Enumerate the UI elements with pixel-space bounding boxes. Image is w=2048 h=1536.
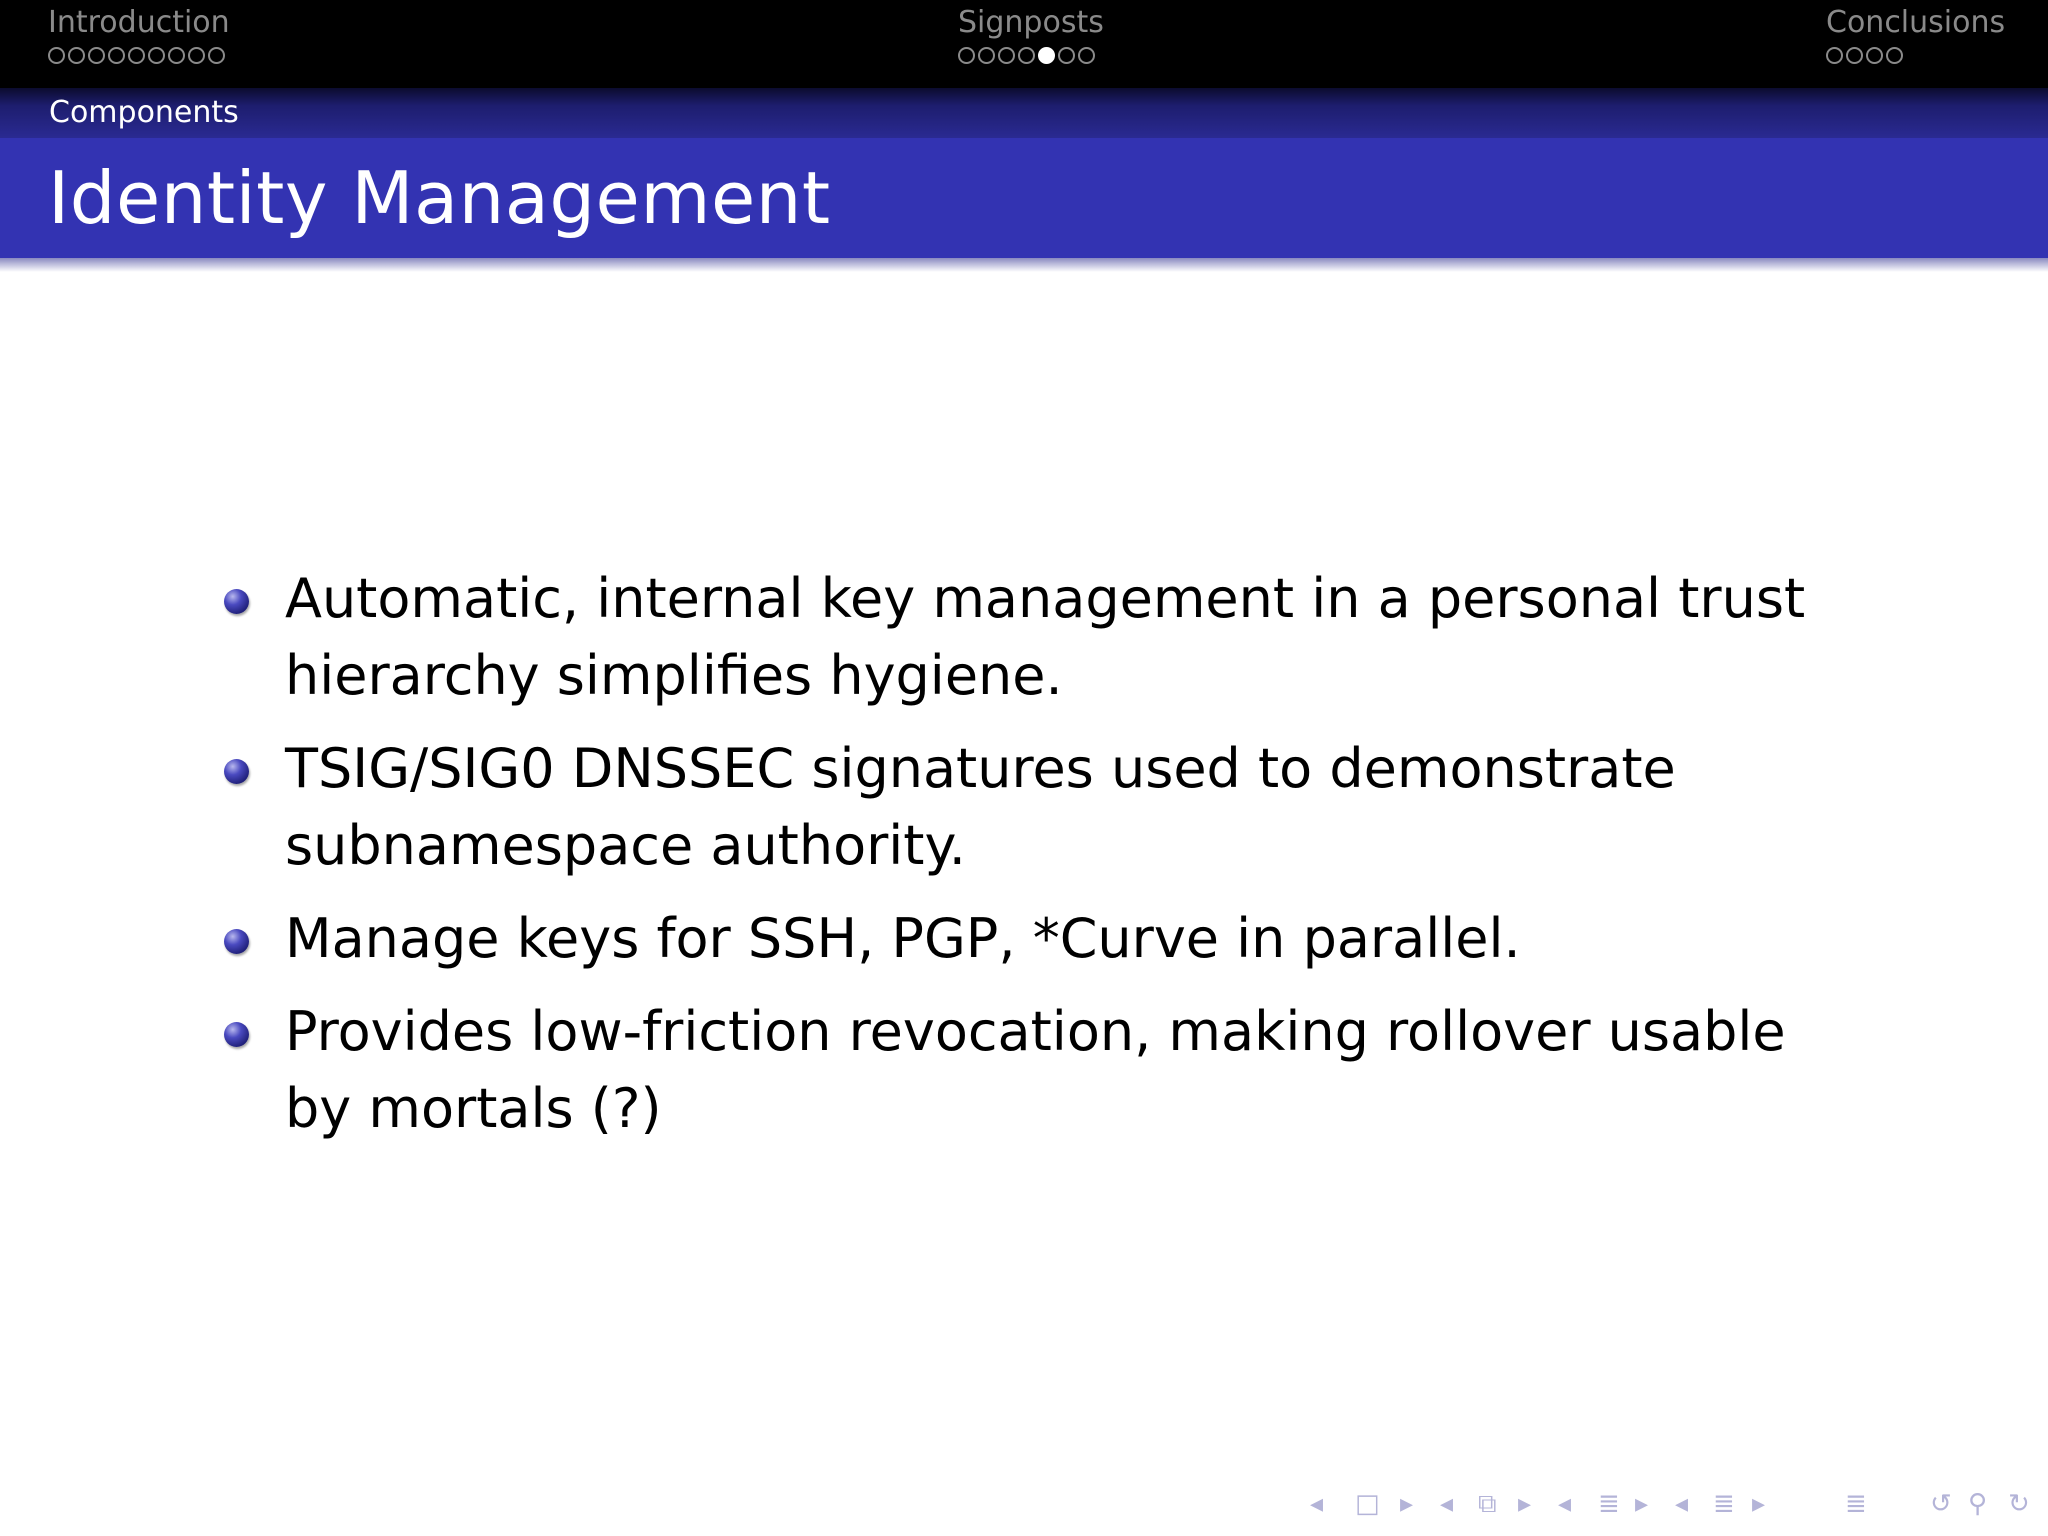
document-icon[interactable]: ≣ <box>1713 1489 1735 1519</box>
next-document-arrow-icon[interactable]: ▸ <box>1752 1489 1766 1519</box>
bullet-text: Manage keys for SSH, PGP, *Curve in parallel. <box>285 907 1521 970</box>
frame-dot[interactable] <box>48 47 65 64</box>
bullet-ball-icon <box>224 929 249 954</box>
frame-dot[interactable] <box>998 47 1015 64</box>
nav-section-dots[interactable] <box>48 46 230 64</box>
frame-dot[interactable] <box>1886 47 1903 64</box>
frame-dot[interactable] <box>1058 47 1075 64</box>
bullet-ball-icon <box>224 759 249 784</box>
frame-dot[interactable] <box>1866 47 1883 64</box>
frame-dot[interactable] <box>68 47 85 64</box>
search-icon[interactable]: ⚲ <box>1968 1489 1988 1519</box>
frame-dot[interactable] <box>958 47 975 64</box>
bullet-text: Provides low-friction revocation, making rollover usable by mortals (?) <box>285 1000 1786 1140</box>
frame-dot[interactable] <box>208 47 225 64</box>
next-frame-arrow-icon[interactable]: ▸ <box>1400 1489 1414 1519</box>
nav-section-dots[interactable] <box>1826 46 2005 64</box>
list-item <box>220 560 1860 714</box>
frame-dot[interactable] <box>88 47 105 64</box>
subsection-title[interactable]: Components <box>49 95 239 130</box>
frame-dot[interactable] <box>978 47 995 64</box>
next-subsection-arrow-icon[interactable]: ▸ <box>1518 1489 1532 1519</box>
next-section-arrow-icon[interactable]: ▸ <box>1635 1489 1649 1519</box>
bullet-text: Automatic, internal key management in a personal trust hierarchy simplifies hygiene. <box>285 567 1806 707</box>
prev-section-arrow-icon[interactable]: ◂ <box>1558 1489 1572 1519</box>
bullet-ball-icon <box>224 589 249 614</box>
nav-section-signposts[interactable] <box>958 4 1104 64</box>
frame-icon[interactable]: □ <box>1355 1489 1380 1519</box>
headline-navigation-bar <box>0 0 2048 88</box>
frame-dot[interactable] <box>1826 47 1843 64</box>
bullet-ball-icon <box>224 1022 249 1047</box>
section-icon[interactable]: ≣ <box>1598 1489 1620 1519</box>
frame-dot[interactable] <box>1846 47 1863 64</box>
subsection-icon[interactable]: ⧉ <box>1478 1489 1497 1519</box>
nav-section-title[interactable]: Signposts <box>958 5 1104 40</box>
list-item <box>220 900 1860 977</box>
beamer-navigation-symbols <box>1310 1486 2030 1522</box>
forward-icon[interactable]: ↻ <box>2008 1489 2030 1519</box>
frame-dot[interactable] <box>1018 47 1035 64</box>
nav-section-title[interactable]: Conclusions <box>1826 5 2006 40</box>
list-item <box>220 730 1860 884</box>
slide-content <box>220 560 1860 1163</box>
bullet-text: TSIG/SIG0 DNSSEC signatures used to demonstrate subnamespace authority. <box>285 737 1676 877</box>
back-icon[interactable]: ↺ <box>1930 1489 1952 1519</box>
frame-dot[interactable] <box>188 47 205 64</box>
nav-section-title[interactable]: Introduction <box>48 5 230 40</box>
frame-dot[interactable] <box>148 47 165 64</box>
prev-subsection-arrow-icon[interactable]: ◂ <box>1440 1489 1454 1519</box>
prev-frame-arrow-icon[interactable]: ◂ <box>1310 1489 1324 1519</box>
frame-title-bar <box>0 138 2048 258</box>
subsection-bar <box>0 88 2048 138</box>
page-title: Identity Management <box>48 156 831 240</box>
bullet-list <box>220 560 1860 1147</box>
title-shadow <box>0 258 2048 272</box>
list-item <box>220 993 1860 1147</box>
appendix-icon[interactable]: ≣ <box>1845 1489 1867 1519</box>
nav-section-introduction[interactable] <box>48 4 230 64</box>
prev-document-arrow-icon[interactable]: ◂ <box>1675 1489 1689 1519</box>
frame-dot-current[interactable] <box>1038 47 1055 64</box>
frame-dot[interactable] <box>1078 47 1095 64</box>
frame-dot[interactable] <box>128 47 145 64</box>
frame-dot[interactable] <box>168 47 185 64</box>
nav-section-conclusions[interactable] <box>1826 4 2005 64</box>
frame-dot[interactable] <box>108 47 125 64</box>
nav-section-dots[interactable] <box>958 46 1104 64</box>
